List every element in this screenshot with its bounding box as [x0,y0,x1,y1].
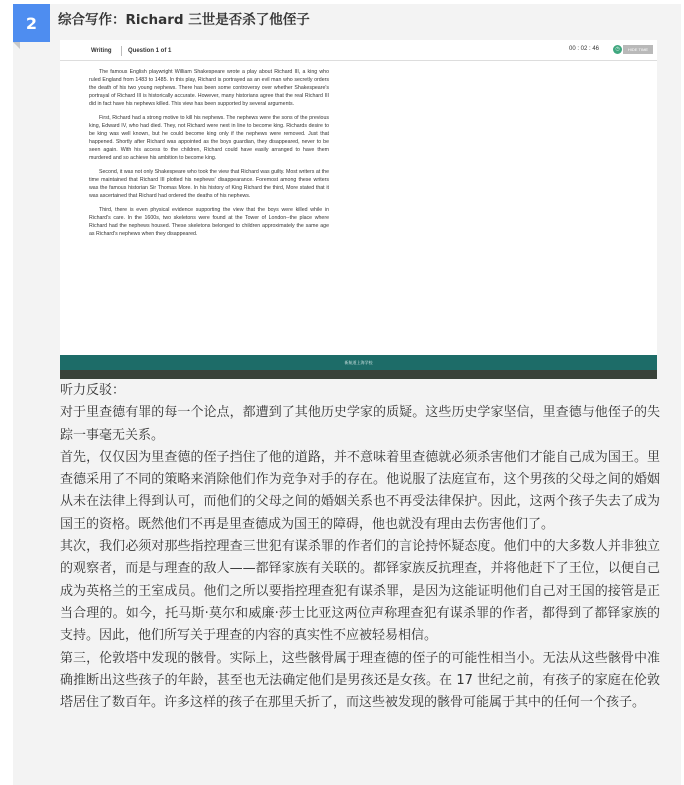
question-title: 综合写作：Richard 三世是否杀了他侄子 [58,12,310,28]
question-counter: Question 1 of 1 [128,48,172,54]
clock-icon: ◷ [613,45,622,54]
answer-paragraph: 第三，伦敦塔中发现的骸骨。实际上，这些骸骨属于理查德的侄子的可能性相当小。无法从这些骸骨中准确推断出这些孩子的年龄，甚至也无法确定他们是男孩还是女孩。在 17 世纪之前，有孩子的家庭在伦敦塔居住了数百年。许多这样的孩子在那里夭折了，而这些被发现的骸骨可能属于其中的任何一个孩子。 [60,650,660,711]
question-number-badge: 2 [13,4,50,42]
answer-label: 听力反驳： [60,383,126,398]
hide-time-button[interactable]: HIDE TIME [623,45,653,54]
timer-readout: 00 : 02 : 46 [569,46,600,52]
answer-paragraph: 首先，仅仅因为里查德的侄子挡住了他的道路，并不意味着里查德就必须杀害他们才能自己成为国王。里查德采用了不同的策略来消除他们作为竞争对手的存在。他说服了法庭宣布，这个男孩的父母之间的婚姻从未在法律上得到认可，而他们的父母之间的婚姻关系也不再受法律保护。因此，这两个孩子失去了成为国王的资格。既然他们不再是里查德成为国王的障碍，他也就没有理由去伤害他们了。 [60,449,660,532]
toolbar-divider [121,46,122,56]
exam-screenshot [60,40,657,379]
passage-paragraph: The famous English playwright William Shakespeare wrote a play about Richard III, a king who ruled England from 1483 to 1485. In this play, Richard is portrayed as an evil man who secretly orders the death of his two young nephews. There has been some controversy over whether Shakespeare's portrayal of Richard III is historically accurate. However, many historians agree that the real Richard III did in fact have his nephews killed. This view has been supported by several arguments. [89,69,329,108]
answer-paragraph: 其次，我们必须对那些指控理查三世犯有谋杀罪的作者们的言论持怀疑态度。他们中的大多数人并非独立的观察者，而是与理查的敌人——都铎家族有关联的。都铎家族反抗理查，并将他赶下了王位，以便自己成为英格兰的王室成员。他们之所以要指控理查犯有谋杀罪，是因为这能证明他们自己对王国的接管是正当合理的。如今，托马斯·莫尔和威廉·莎士比亚这两位声称理查犯有谋杀罪的作者，都得到了都铎家族的支持。因此，他们所写关于理查的内容的真实性不应被轻易相信。 [60,539,660,644]
answer-body [60,380,660,714]
badge-fold [13,42,20,49]
passage-paragraph: First, Richard had a strong motive to kill his nephews. The nephews were the sons of the previous king, Edward IV, who had died. They, not Richard were next in line to become king. Richards desire to be king was well known, but he could become king only if the nephews were removed. Just that happened. Shortly after Richard was appointed as the boys guardian, they disappeared, never to be seen again. With his access to the children, Richard could have easily arranged to have them murdered and so achieve his ambition to become king. [89,114,329,162]
passage-paragraph: Second, it was not only Shakespeare who took the view that Richard was guilty. Most writers at the time maintained that Richard III plotted his nephews' disappearance. Foremost among these writers was the famous historian Sir Thomas More. In his history of King Richard the third, More stated that it was ascertained that Richard had ordered the deaths of his nephews. [89,168,329,200]
section-label: Writing [91,48,112,54]
answer-paragraph: 对于里查德有罪的每一个论点，都遭到了其他历史学家的质疑。这些历史学家坚信，里查德与他侄子的失踪一事毫无关系。 [60,405,660,443]
screenshot-footer-bar: 新航道上海学校 [60,355,657,370]
exam-toolbar [60,40,657,61]
screenshot-bottom-strip [60,370,657,379]
passage-paragraph: Third, there is even physical evidence supporting the view that the boys were killed while in Richard's care. In the 1600s, two skeletons were found at the Tower of London--the place where Richard had the nephews housed. These skeletons belonged to children approximately the same age as Richard's nephews when they disappeared. [89,206,329,237]
reading-passage [89,68,329,243]
